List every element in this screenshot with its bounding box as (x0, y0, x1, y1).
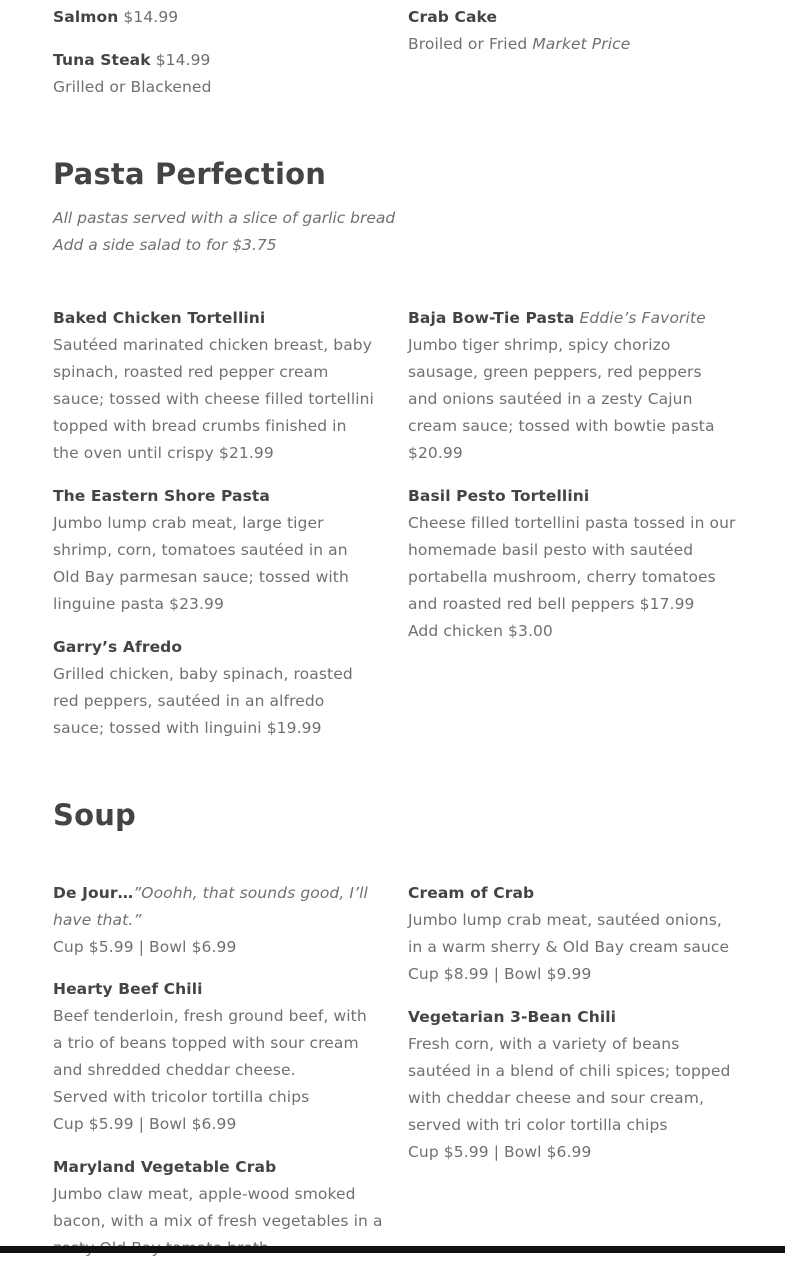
item-description-line: Fresh corn, with a variety of beans (408, 1035, 680, 1053)
menu-item-garrys-afredo (53, 634, 383, 742)
section-intro-pasta (53, 205, 395, 259)
item-name: Baked Chicken Tortellini (53, 309, 266, 327)
item-description-line: Grilled chicken, baby spinach, roasted (53, 665, 353, 683)
item-description-line: sauce; tossed with linguini $19.99 (53, 719, 322, 737)
item-name: Basil Pesto Tortellini (408, 487, 590, 505)
item-name: Hearty Beef Chili (53, 980, 203, 998)
item-name: The Eastern Shore Pasta (53, 487, 270, 505)
item-description-line: sausage, green peppers, red peppers (408, 363, 702, 381)
item-description-line: portabella mushroom, cherry tomatoes (408, 568, 716, 586)
intro-line: Add a side salad to for $3.75 (53, 236, 277, 254)
item-description-line: topped with bread crumbs finished in (53, 417, 347, 435)
item-description-line: red peppers, sautéed in an alfredo (53, 692, 325, 710)
item-description-line: served with tri color tortilla chips (408, 1116, 668, 1134)
item-quote: ”Ooohh, that sounds good, I’ll (133, 884, 368, 902)
item-add-on: Add chicken $3.00 (408, 622, 553, 640)
item-description: Broiled or Fried (408, 35, 528, 53)
item-description-line: Jumbo lump crab meat, sautéed onions, (408, 911, 722, 929)
item-name: Tuna Steak (53, 51, 151, 69)
item-name: Maryland Vegetable Crab (53, 1158, 277, 1176)
item-name: Baja Bow-Tie Pasta (408, 309, 575, 327)
item-description-line: and shredded cheddar cheese. (53, 1061, 296, 1079)
item-name: Crab Cake (408, 8, 498, 26)
item-description-line: sauce; tossed with cheese filled tortellini (53, 390, 374, 408)
item-description-line: and onions sautéed in a zesty Cajun (408, 390, 693, 408)
item-price: $14.99 (123, 8, 179, 26)
item-description-line: Jumbo claw meat, apple-wood smoked (53, 1185, 356, 1203)
item-description-line: the oven until crispy $21.99 (53, 444, 274, 462)
item-description-line: with cheddar cheese and sour cream, (408, 1089, 705, 1107)
item-description-line: Beef tenderloin, fresh ground beef, with (53, 1007, 367, 1025)
item-description-line: shrimp, corn, tomatoes sautéed in an (53, 541, 348, 559)
item-name: De Jour… (53, 884, 134, 902)
menu-item-baja-bow-tie-pasta (408, 305, 738, 467)
section-title-soup: Soup (53, 798, 137, 832)
item-description-line: bacon, with a mix of fresh vegetables in a (53, 1212, 383, 1230)
item-price: $14.99 (155, 51, 211, 69)
item-description-line: homemade basil pesto with sautéed (408, 541, 694, 559)
item-description-line: sautéed in a blend of chili spices; topped (408, 1062, 731, 1080)
item-quote-continued: have that.” (53, 911, 142, 929)
bottom-bar (0, 1246, 785, 1253)
item-description-line: linguine pasta $23.99 (53, 595, 224, 613)
item-price: Cup $5.99 | Bowl $6.99 (53, 1115, 237, 1133)
item-description-line: Served with tricolor tortilla chips (53, 1088, 310, 1106)
item-description-line: $20.99 (408, 444, 463, 462)
menu-item-tuna-steak (53, 47, 383, 101)
item-price: Cup $8.99 | Bowl $9.99 (408, 965, 592, 983)
menu-item-crab-cake (408, 4, 738, 58)
item-price: Cup $5.99 | Bowl $6.99 (53, 938, 237, 956)
menu-item-salmon (53, 4, 383, 31)
menu-item-baked-chicken-tortellini (53, 305, 383, 467)
item-note: Eddie’s Favorite (579, 309, 706, 327)
menu-item-vegetarian-3-bean-chili (408, 1004, 738, 1166)
intro-line: All pastas served with a slice of garlic bread (53, 209, 396, 227)
item-name: Salmon (53, 8, 119, 26)
menu-item-de-jour (53, 880, 383, 961)
section-title-pasta: Pasta Perfection (53, 157, 327, 191)
item-description-line: in a warm sherry & Old Bay cream sauce (408, 938, 730, 956)
item-name: Garry’s Afredo (53, 638, 183, 656)
item-description-line: Jumbo tiger shrimp, spicy chorizo (408, 336, 671, 354)
item-price-note: Market Price (532, 35, 631, 53)
item-description-line: spinach, roasted red pepper cream (53, 363, 329, 381)
item-description-line: Cheese filled tortellini pasta tossed in our (408, 514, 736, 532)
item-description-line: a trio of beans topped with sour cream (53, 1034, 359, 1052)
item-price: Cup $5.99 | Bowl $6.99 (408, 1143, 592, 1161)
item-name: Vegetarian 3-Bean Chili (408, 1008, 617, 1026)
item-description-line: Jumbo lump crab meat, large tiger (53, 514, 324, 532)
item-description-line: Sautéed marinated chicken breast, baby (53, 336, 372, 354)
menu-item-eastern-shore-pasta (53, 483, 383, 618)
menu-item-basil-pesto-tortellini (408, 483, 738, 645)
menu-item-cream-of-crab (408, 880, 738, 988)
item-name: Cream of Crab (408, 884, 535, 902)
menu-item-hearty-beef-chili (53, 976, 383, 1138)
item-description-line: and roasted red bell peppers $17.99 (408, 595, 695, 613)
item-description: Grilled or Blackened (53, 78, 212, 96)
item-description-line: Old Bay parmesan sauce; tossed with (53, 568, 349, 586)
item-description-line: cream sauce; tossed with bowtie pasta (408, 417, 715, 435)
